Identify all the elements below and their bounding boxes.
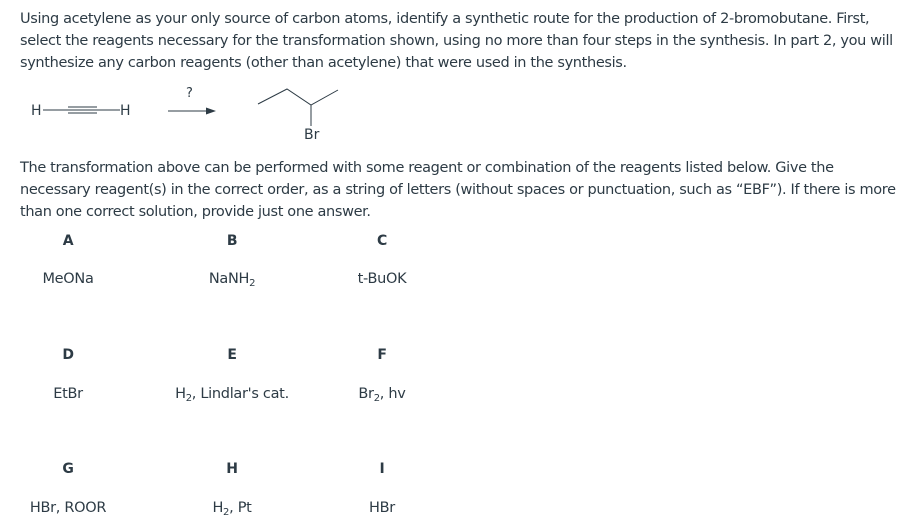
reagent-letter-e: E [227,347,237,363]
reagent-letter-g: G [62,461,74,477]
reactant-left-h: H [31,103,42,119]
arrow-head [206,108,216,115]
question-intro: Using acetylene as your only source of carbon atoms, identify a synthetic route for the production of 2-bromobutane. First, select the reagents necessary for the transformation shown, using no more than four steps in the synthesis. In part 2, you will synthesize any carbon reagents (other than acetylene) that were used in the synthesis. [20,11,893,71]
reagent-name-c [282,271,482,287]
reagent-conditions: , Lindlar's cat. [191,386,289,402]
reagent-letter-d: D [62,347,74,363]
product-skeleton [258,89,338,105]
product-br: Br [304,127,320,143]
reagent-formula: t-BuOK [357,271,407,287]
reagent-letter-i: I [379,461,385,477]
reagent-name-f [282,386,482,402]
reagent-letter-b: B [226,233,238,249]
reagent-formula: HBr [369,500,395,516]
reagent-subscript: 2 [223,507,230,518]
reagent-formula: MeONa [42,271,94,287]
reagent-conditions: , hv [379,386,406,402]
reagent-formula: H [175,386,186,402]
reagent-subscript: 2 [373,393,380,404]
reagent-subscript: 2 [185,393,192,404]
reagent-letter-c: C [377,233,387,249]
reagent-letter-a: A [62,233,74,249]
reagent-letter-h: H [226,461,238,477]
reagent-formula: H [212,500,224,516]
arrow-label: ? [186,86,193,101]
reactant-right-h: H [120,103,131,119]
reagent-name-i [282,500,482,516]
transformation-instructions: The transformation above can be performed with some reagent or combination of the reagents listed below. Give the necessary reagent(s) in the correct order, as a string of letters (without spaces or punctuation, such as “EBF”). If there is more than one correct solution, provide just one answer. [20,160,896,220]
reagent-formula: NaNH [208,271,250,287]
reagent-conditions: , Pt [229,500,252,516]
reaction-scheme [0,80,360,150]
reagent-subscript: 2 [249,278,256,289]
reagent-formula: HBr, ROOR [29,500,107,516]
reagent-letter-f: F [377,347,387,363]
reagent-formula: Br [358,386,374,402]
reagent-formula: EtBr [53,386,83,402]
